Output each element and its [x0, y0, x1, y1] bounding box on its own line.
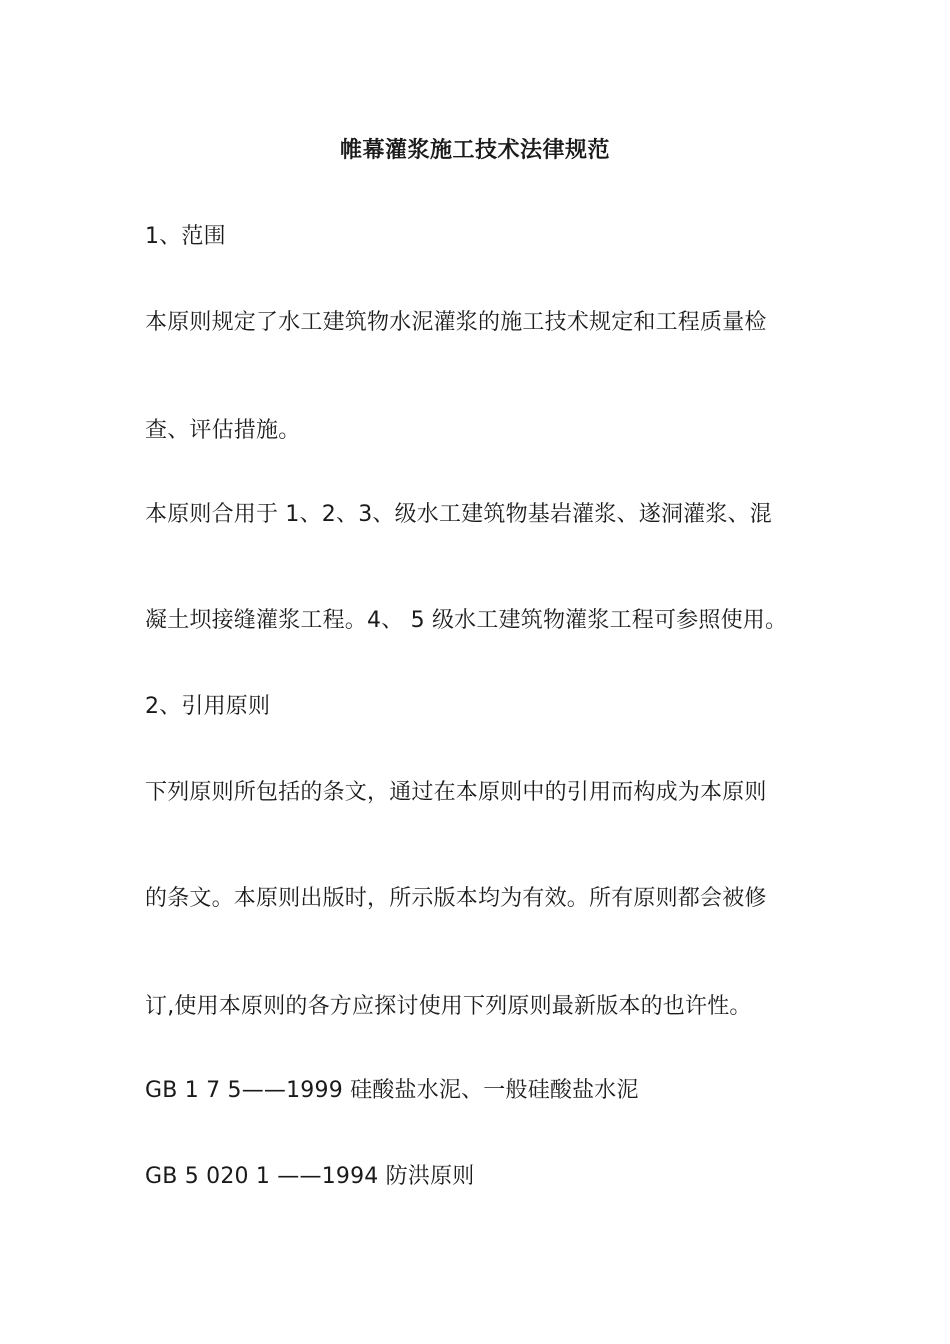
paragraph-line: 凝土坝接缝灌浆工程。4、 5 级水工建筑物灌浆工程可参照使用。	[145, 608, 788, 633]
paragraph-line: 下列原则所包括的条文，通过在本原则中的引用而构成为本原则	[145, 780, 767, 805]
document-title: 帷幕灌浆施工技术法律规范	[339, 138, 610, 163]
paragraph-line: 订,使用本原则的各方应探讨使用下列原则最新版本的也许性。	[145, 994, 752, 1019]
section-heading-scope: 1、范围	[145, 224, 226, 249]
paragraph-line: 的条文。本原则出版时，所示版本均为有效。所有原则都会被修	[145, 886, 767, 911]
reference-item: GB 5 020 1 ——1994 防洪原则	[145, 1164, 475, 1189]
paragraph-line: 查、评估措施。	[145, 418, 301, 443]
reference-item: GB 1 7 5——1999 硅酸盐水泥、一般硅酸盐水泥	[145, 1078, 639, 1103]
section-heading-references: 2、引用原则	[145, 694, 271, 719]
paragraph-line: 本原则规定了水工建筑物水泥灌浆的施工技术规定和工程质量检	[145, 310, 767, 335]
paragraph-line: 本原则合用于 1、2、3、级水工建筑物基岩灌浆、遂洞灌浆、混	[145, 502, 772, 527]
